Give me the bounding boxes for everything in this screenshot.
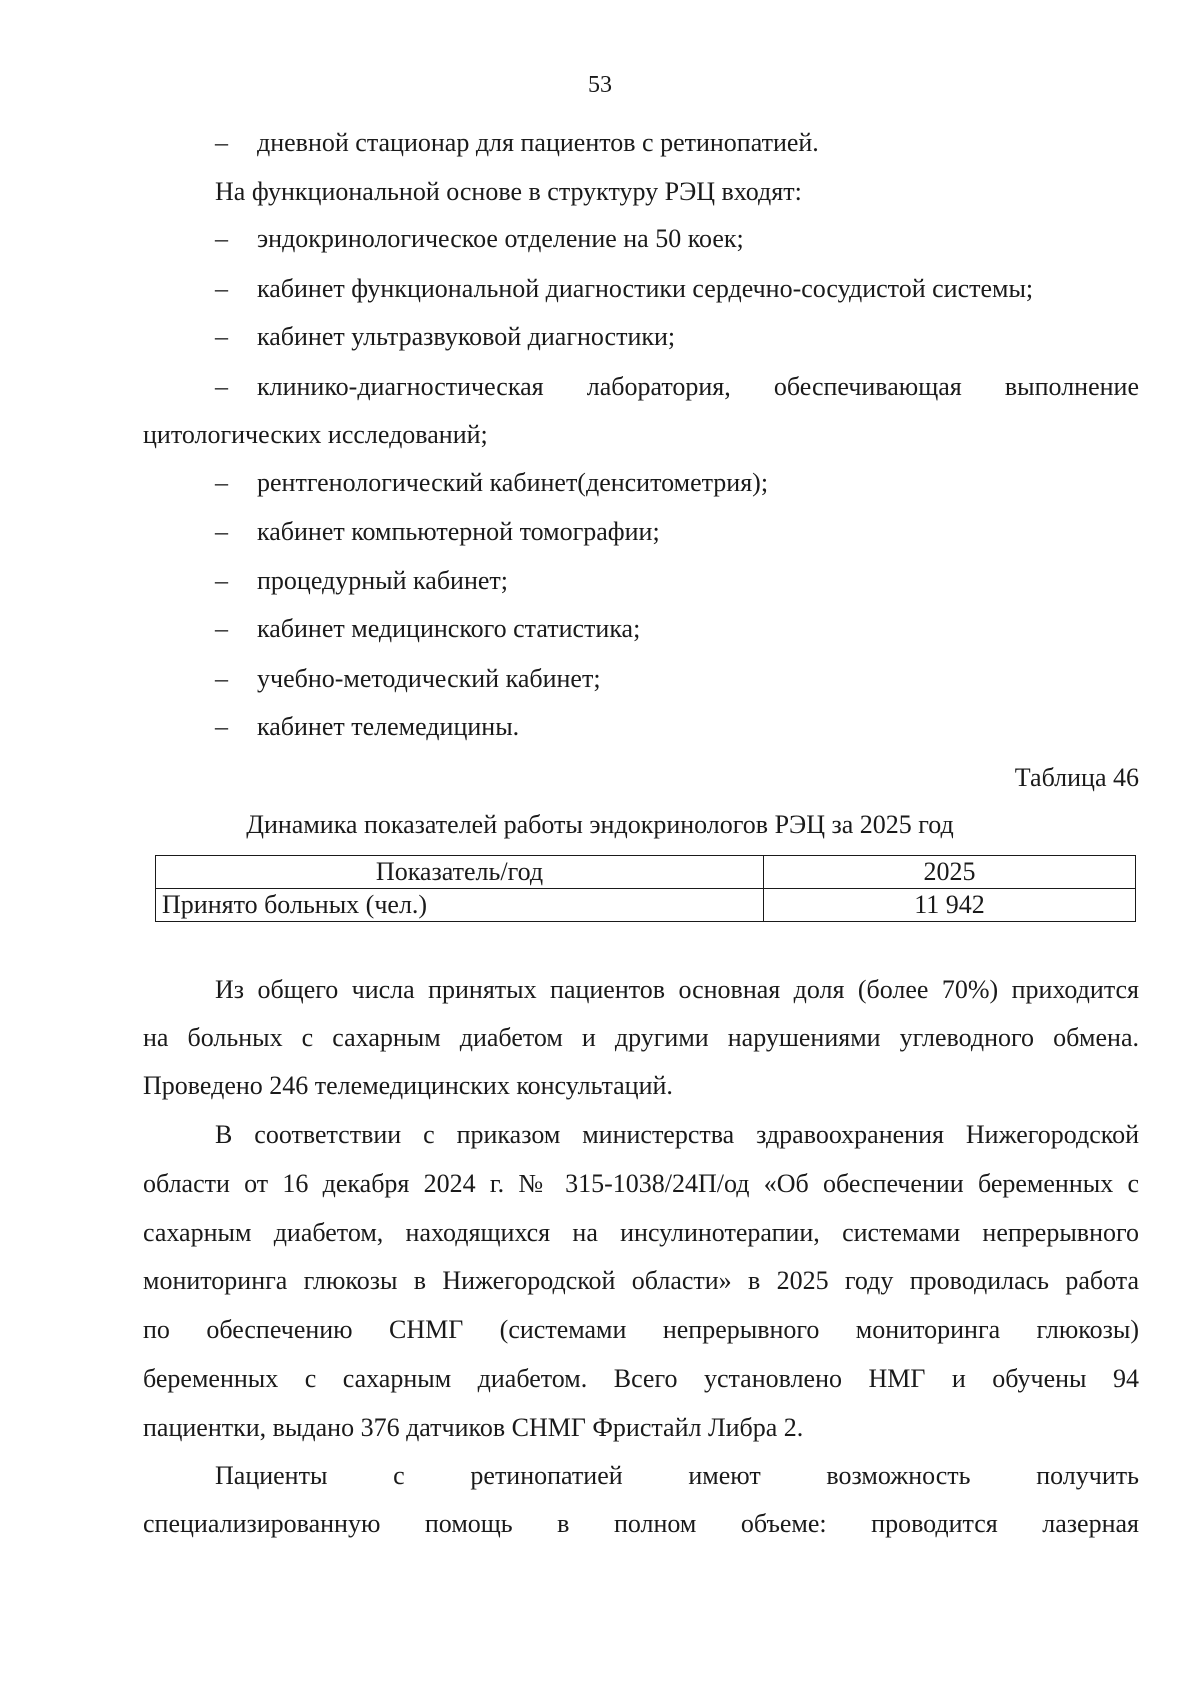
list-dash: – [215,566,228,595]
list-dash: – [215,614,228,643]
table-header-row [156,856,1136,889]
paragraph-line: сахарным диабетом, находящихся на инсулинотерапии, системами непрерывного [143,1218,1139,1247]
list-item: процедурный кабинет; [257,566,509,595]
list-dash: – [215,224,228,253]
list-item: учебно-методический кабинет; [257,664,601,693]
table-cell: 11 942 [764,889,1136,922]
list-item: кабинет телемедицины. [257,712,520,741]
paragraph-line: Пациенты с ретинопатией имеют возможность получить [215,1461,1139,1490]
list-item: клинико-диагностическая лаборатория, обеспечивающая выполнение [257,372,1139,401]
paragraph-line: Из общего числа принятых пациентов основная доля (более 70%) приходится [215,975,1139,1004]
paragraph-line: мониторинга глюкозы в Нижегородской области» в 2025 году проводилась работа [143,1266,1139,1295]
table-cell: Принято больных (чел.) [156,889,764,922]
list-dash: – [215,274,228,303]
table-title: Динамика показателей работы эндокринологов РЭЦ за 2025 год [246,810,954,839]
functional-intro: На функциональной основе в структуру РЭЦ входят: [215,177,802,206]
list-dash: – [215,664,228,693]
paragraph-line: Проведено 246 телемедицинских консультаций. [143,1071,673,1100]
list-dash: – [215,468,228,497]
list-item: эндокринологическое отделение на 50 коек; [257,224,744,253]
table-row [156,889,1136,922]
list-item-continuation: цитологических исследований; [143,420,488,449]
table-header-cell: Показатель/год [156,856,764,889]
list-dash: – [215,372,228,401]
indicators-table [155,855,1136,922]
paragraph-line: пациентки, выдано 376 датчиков СНМГ Фристайл Либра 2. [143,1413,804,1442]
list-dash: – [215,128,228,157]
list-item: дневной стационар для пациентов с ретинопатией. [257,128,819,157]
table-caption: Таблица 46 [1014,763,1139,792]
page-number: 53 [588,72,612,98]
paragraph-line: области от 16 декабря 2024 г. № 315-1038/24П/од «Об обеспечении беременных с [143,1169,1139,1198]
list-item: кабинет ультразвуковой диагностики; [257,322,676,351]
table-header-cell: 2025 [764,856,1136,889]
list-item: рентгенологический кабинет(денситометрия); [257,468,769,497]
list-dash: – [215,712,228,741]
paragraph-line: В соответствии с приказом министерства здравоохранения Нижегородской [215,1120,1139,1149]
list-dash: – [215,322,228,351]
list-item: кабинет медицинского статистика; [257,614,641,643]
paragraph-line: специализированную помощь в полном объеме: проводится лазерная [143,1509,1139,1538]
paragraph-line: по обеспечению СНМГ (системами непрерывного мониторинга глюкозы) [143,1315,1139,1344]
list-item: кабинет функциональной диагностики сердечно-сосудистой системы; [257,274,1034,303]
list-item: кабинет компьютерной томографии; [257,517,660,546]
paragraph-line: на больных с сахарным диабетом и другими нарушениями углеводного обмена. [143,1023,1139,1052]
list-dash: – [215,517,228,546]
paragraph-line: беременных с сахарным диабетом. Всего установлено НМГ и обучены 94 [143,1364,1139,1393]
